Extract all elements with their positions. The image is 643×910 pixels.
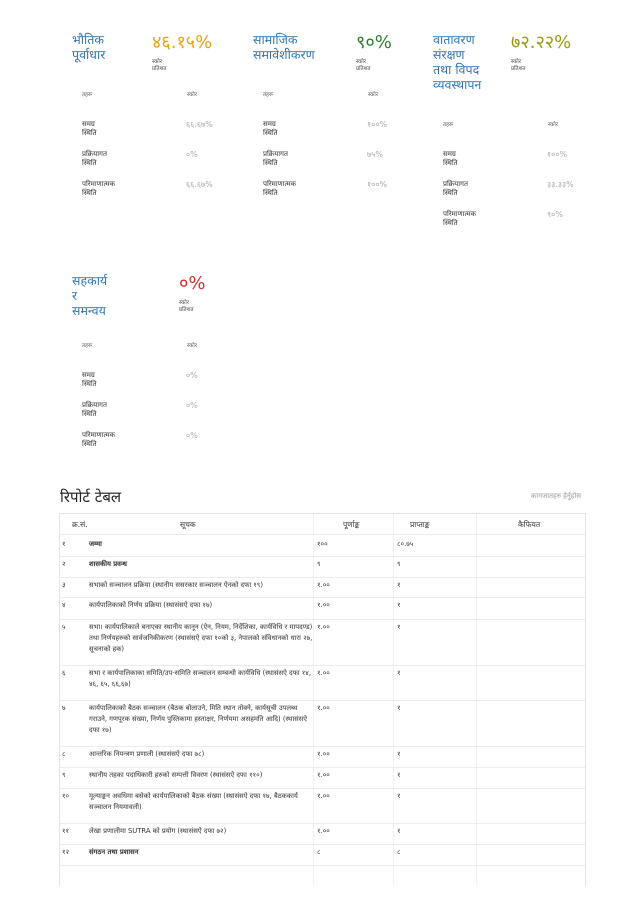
row-divider (59, 767, 585, 768)
card-header-levels: तहरू (263, 92, 274, 98)
card-row-value: ०% (186, 431, 198, 440)
card-title-line: समन्वय (72, 303, 106, 318)
card-title-line: समावेशीकरण (253, 47, 315, 62)
card-title (253, 32, 315, 62)
card-title-line: भौतिक (72, 32, 104, 47)
table-cell-obtained-marks: १ (397, 601, 401, 609)
table-header-cell: प्राप्ताङ्क (410, 520, 430, 529)
row-divider (59, 577, 585, 578)
table-cell-sn: ४ (62, 601, 66, 609)
card-title-line: व्यवस्थापन (433, 77, 482, 92)
row-divider (59, 746, 585, 747)
table-cell-indicator: शासकीय प्रवन्ध (89, 560, 127, 568)
table-cell-indicator: आन्तरिक नियन्त्रण प्रणाली (स्थासंसऐ दफा ७८) (89, 750, 205, 758)
card-score: ०% (179, 273, 206, 294)
card-row-value: ०% (186, 150, 198, 159)
table-cell-sn: ८ (62, 750, 66, 758)
card-row-value: १००% (367, 180, 388, 189)
table-cell-indicator: जम्मा (89, 540, 102, 548)
card-score-label (179, 300, 194, 314)
card-row-value: १००% (547, 150, 568, 159)
card-header-levels: तहरू (82, 92, 93, 98)
card-row-label: समग्र स्थिति (263, 120, 278, 137)
card-row-value: ६६.६७% (186, 180, 213, 189)
table-cell-full-marks: १०० (317, 540, 328, 548)
table-cell-indicator: मूल्याङ्कन अवधिमा बसेको कार्यपालिकाको बैठक संख्या (स्थासंसऐ दफा १७, बैठककार्य सञ्चालन नियमावली) (89, 792, 298, 811)
table-cell-sn: ५ (62, 623, 66, 631)
table-header-cell: सूचक (180, 520, 196, 529)
card-row-label: प्रक्रियागत स्थिति (263, 150, 288, 167)
table-cell-sn: ११ (62, 827, 70, 835)
table-cell-indicator: संगठन तथा प्रशासन (89, 848, 139, 856)
card-title-line: वातावरण (433, 32, 475, 47)
table-cell-full-marks: ८ (317, 848, 321, 856)
card-header-score: स्कोर (368, 92, 379, 98)
card-score-label (152, 59, 167, 73)
card-score-label (356, 59, 371, 73)
table-cell-indicator: कार्यपालिकाको बैठक सञ्चालन (बैठक बोलाउने, मिति स्थान तोक्ने, कार्यसूची उपलब्ध गराउने, गणपूरक संख्या, निर्णय पुस्तिकामा हस्ताक्षर, निर्णयमा असहमति आदि) (स्थासंसऐ दफा १७) (89, 704, 308, 734)
row-divider (59, 619, 585, 620)
card-title-line: पूर्वाधार (72, 47, 106, 62)
card-score-label (511, 59, 526, 73)
table-cell-full-marks: १.०० (317, 581, 330, 589)
card-score-label-line: स्कोर प्रतिशत (511, 59, 526, 72)
table-cell-indicator: सभाको सञ्चालन प्रक्रिया (स्थानीय ससरकार सञ्चालन ऐनको दफा १९) (89, 581, 263, 589)
table-cell-sn: १ (62, 540, 66, 548)
table-cell-sn: १० (62, 792, 70, 800)
row-divider (59, 597, 585, 598)
card-row-value: ०% (186, 371, 198, 380)
table-cell-obtained-marks: १ (397, 750, 401, 758)
view-documents-link[interactable]: कागजातहरु हेर्नुहोस (530, 492, 581, 500)
card-score-label-line: स्कोर प्रतिशत (152, 59, 167, 72)
table-cell-full-marks: १.०० (317, 669, 330, 677)
table-cell-obtained-marks: ८०.७५ (397, 540, 414, 548)
card-header-score: स्कोर (548, 122, 559, 128)
row-divider (59, 823, 585, 824)
card-header-score: स्कोर (187, 92, 198, 98)
table-cell-sn: २ (62, 560, 66, 568)
table-cell-sn: ३ (62, 581, 66, 589)
card-score-label-line: स्कोर प्रतिशत (356, 59, 371, 72)
card-title (72, 273, 107, 318)
card-row-label: समग्र स्थिति (443, 150, 458, 167)
table-cell-obtained-marks: १ (397, 704, 401, 712)
row-divider (59, 665, 585, 666)
table-cell-full-marks: १.०० (317, 623, 330, 631)
report-title: रिपोर्ट टेबल (60, 488, 122, 506)
row-divider (59, 788, 585, 789)
row-divider (59, 844, 585, 845)
card-row-label: परिमाणात्मक स्थिति (82, 180, 116, 197)
card-header-levels: तहरू (443, 122, 454, 128)
card-header-score: स्कोर (187, 343, 198, 349)
table-cell-full-marks: १.०० (317, 704, 330, 712)
card-row-value: ६६.६७% (186, 120, 213, 129)
card-score: ९०% (356, 32, 392, 53)
card-row-label: परिमाणात्मक स्थिति (263, 180, 297, 197)
card-score-label-line: प्रतिशत (179, 307, 194, 313)
card-header-levels: तहरू (82, 343, 93, 349)
header-divider (59, 534, 585, 535)
table-cell-obtained-marks: १ (397, 581, 401, 589)
card-row-label: समग्र स्थिति (82, 120, 97, 137)
table-cell-full-marks: १.०० (317, 771, 330, 779)
card-title (433, 32, 481, 92)
card-row-value: ०% (186, 401, 198, 410)
table-header-cell: कैफियत (518, 520, 541, 529)
table-cell-indicator: सभा। कार्यपालिकाले बनाएका स्थानीय कानून (ऐन, नियम, निर्देशिका, कार्यविधि र मापदण्ड) तथा निर्णयहरुको सार्वजनिकीकरण (स्थासंसऐ दफा १०को ३, नेपालको संविधानको धारा २७, सूचनाको हक) (89, 623, 313, 653)
table-cell-full-marks: १.०० (317, 601, 330, 609)
row-divider (59, 556, 585, 557)
card-title-line: सहकार्य र (72, 273, 108, 303)
card-row-value: ९०% (547, 210, 563, 219)
table-cell-full-marks: १.०० (317, 792, 330, 800)
table-cell-obtained-marks: ८ (397, 848, 401, 856)
table-cell-obtained-marks: १ (397, 771, 401, 779)
table-cell-indicator: स्थानीय तहका पदाधिकारी हरुको सम्पत्ती विवरण (स्थासंसऐ दफा ११०) (89, 771, 263, 779)
table-cell-sn: १२ (62, 848, 70, 856)
card-row-label: परिमाणात्मक स्थिति (443, 210, 477, 227)
table-cell-indicator: कार्यपालिकाको निर्णय प्रक्रिया (स्थासंसऐ दफा १७) (89, 601, 213, 609)
table-cell-obtained-marks: ९ (397, 560, 401, 568)
card-row-label: समग्र स्थिति (82, 371, 97, 388)
table-cell-obtained-marks: १ (397, 792, 401, 800)
table-cell-obtained-marks: १ (397, 669, 401, 677)
table-cell-full-marks: १.०० (317, 827, 330, 835)
table-cell-full-marks: १.०० (317, 750, 330, 758)
card-row-label: प्रक्रियागत स्थिति (82, 401, 107, 418)
table-cell-indicator: लेखा प्रणालीमा SUTRA को प्रयोग (स्थासंसऐ दफा ७२) (89, 827, 227, 835)
table-cell-sn: ६ (62, 669, 66, 677)
card-title-line: तथा विपद (433, 62, 480, 77)
table-cell-full-marks: ९ (317, 560, 321, 568)
card-score: ४६.१५% (152, 32, 213, 53)
table-cell-sn: ७ (62, 704, 66, 712)
card-title-line: सामाजिक (253, 32, 298, 47)
table-header-cell: क्र.सं. (72, 520, 88, 529)
table-cell-sn: ९ (62, 771, 66, 779)
card-row-label: प्रक्रियागत स्थिति (82, 150, 107, 167)
table-cell-indicator: सभा र कार्यपालिकाका समिति/उप-समिति सञ्चालन सम्बन्धी कार्यविधि (स्थासंसऐ दफा १४, ४६, ६५, ६६,६७) (89, 669, 311, 688)
card-row-label: परिमाणात्मक स्थिति (82, 431, 116, 448)
card-score: ७२.२२% (511, 32, 572, 53)
row-divider (59, 865, 585, 866)
table-cell-obtained-marks: १ (397, 827, 401, 835)
card-title (72, 32, 105, 62)
card-row-label: प्रक्रियागत स्थिति (443, 180, 468, 197)
card-row-value: ७५% (367, 150, 383, 159)
table-cell-obtained-marks: १ (397, 623, 401, 631)
card-score-label-line: स्कोर (179, 300, 190, 306)
row-divider (59, 700, 585, 701)
card-row-value: ३३.३३% (547, 180, 574, 189)
card-title-line: संरक्षण (433, 47, 465, 62)
table-header-cell: पूर्णाङ्क (343, 520, 360, 529)
card-row-value: १००% (367, 120, 388, 129)
